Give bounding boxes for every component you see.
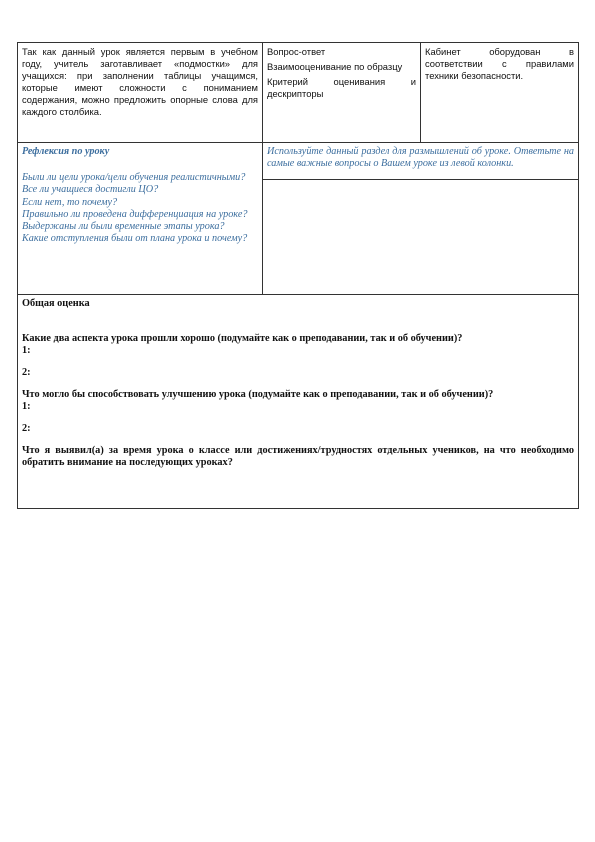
overall-title: Общая оценка (22, 298, 90, 309)
answer-line: 2: (22, 367, 31, 378)
differentiation-cell (18, 43, 263, 143)
reflection-question: Правильно ли проведена дифференциация на уроке? (22, 208, 248, 220)
assessment-item: Взаимооценивание по образцу (267, 61, 403, 72)
overall-question-2: Что могло бы способствовать улучшению урока (подумайте как о преподавании, так и об обучении)? (22, 389, 494, 400)
reflection-answer-cell (263, 180, 579, 295)
overall-question-1: Какие два аспекта урока прошли хорошо (подумайте как о преподавании, так и об обучении)? (22, 333, 463, 344)
overall-row (18, 295, 579, 509)
lesson-plan-table (17, 42, 579, 509)
reflection-question: Выдержаны ли были временные этапы урока? (22, 221, 225, 233)
reflection-hint-cell (263, 143, 579, 180)
overall-question-3: Что я выявил(а) за время урока о классе или достижениях/трудностях отдельных учеников, на что необходимо обратить внимание на последующих уроках? (22, 445, 574, 468)
reflection-question: Какие отступления были от плана урока и почему? (22, 233, 248, 245)
reflection-question: Все ли учащиеся достигли ЦО? (22, 184, 159, 196)
activities-row (18, 43, 579, 143)
safety-cell (421, 43, 579, 143)
reflection-question: Если нет, то почему? (22, 196, 118, 208)
safety-text: Кабинет оборудован в соответствии с правилами техники безопасности. (425, 46, 574, 81)
reflection-questions-cell (18, 143, 263, 295)
answer-line: 2: (22, 423, 31, 434)
assessment-item: Критерий оценивания и дескрипторы (267, 76, 416, 99)
reflection-question: Были ли цели урока/цели обучения реалистичными? (22, 172, 246, 184)
overall-assessment-cell (18, 295, 579, 509)
reflection-hint: Используйте данный раздел для размышлений об уроке. Ответьте на самые важные вопросы о Вашем уроке из левой колонки. (267, 146, 574, 170)
differentiation-text: Так как данный урок является первым в учебном году, учитель заготавливает «подмостки» для учащихся: при заполнении таблицы учащимся, которые имеют сложности с пониманием содержания, можно предложить опорные слова для каждого столбика. (22, 46, 258, 117)
assessment-cell (263, 43, 421, 143)
reflection-title: Рефлексия по уроку (22, 146, 110, 157)
reflection-row-top (18, 143, 579, 180)
answer-line: 1: (22, 345, 31, 356)
assessment-item: Вопрос-ответ (267, 46, 326, 57)
answer-line: 1: (22, 401, 31, 412)
